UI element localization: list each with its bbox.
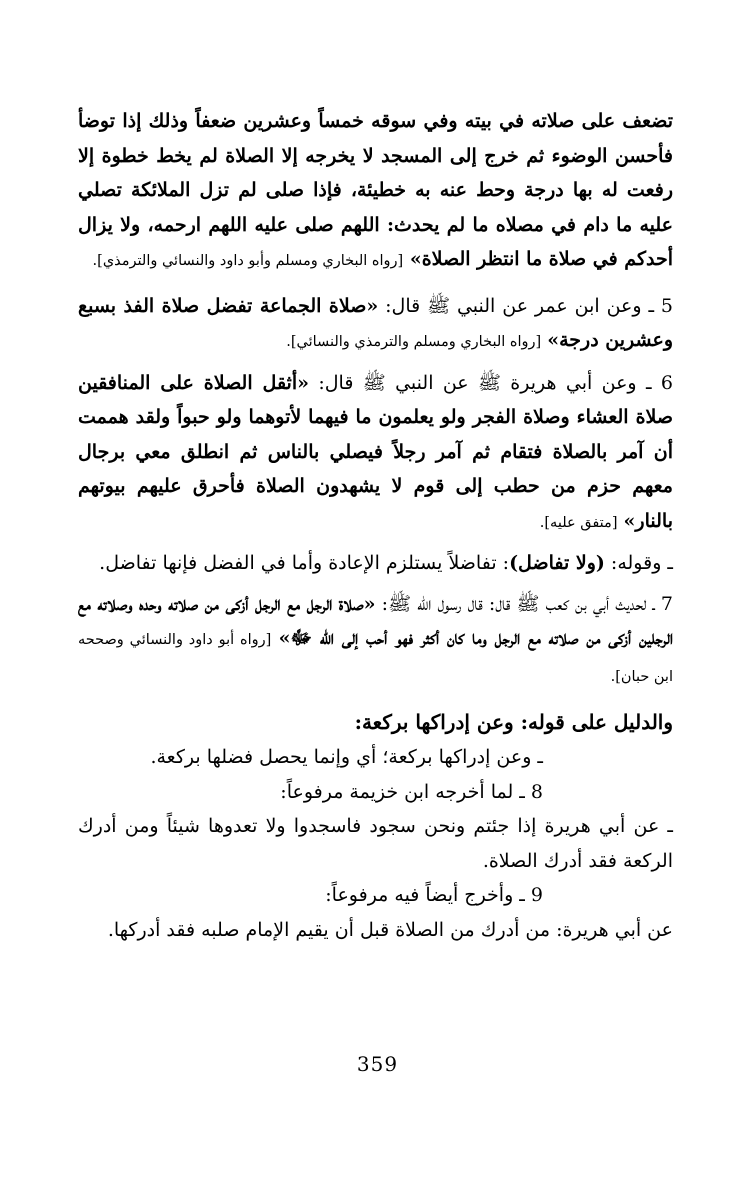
hadith-intro: 6 ـ وعن أبي هريرة ﷺ عن النبي ﷺ قال: <box>309 371 673 394</box>
citation: [رواه البخاري ومسلم والترمذي والنسائي]. <box>286 334 542 350</box>
citation: [متفق عليه]. <box>539 514 618 531</box>
paragraph-rakah: ـ وعن إدراكها بركعة؛ أي وإنما يحصل فضلها بركعة. <box>150 746 543 768</box>
paragraph-hadith-9-intro: 9 ـ وأخرج أيضاً فيه مرفوعاً: <box>325 884 543 906</box>
page-number: 359 <box>356 1052 399 1076</box>
hadith-text: «أثقل الصلاة على المنافقين صلاة العشاء وصلاة الفجر ولو يعلمون ما فيهما لأتوهما ولو حبواً ولقد هممت أن آمر بالصلاة فتقام ثم آمر رجلاً فيصلي بالناس ثم انطلق معي برجال معهم حزم من حطب إلى قوم لا يشهدون الصلاة فأحرق عليهم بيوتهم بالنار» <box>78 371 673 532</box>
section-heading: والدليل على قوله: وعن إدراكها بركعة: <box>354 710 673 734</box>
commentary-text: : تفاضلاً يستلزم الإعادة وأما في الفضل فإنها تفاضل. <box>99 552 510 574</box>
commentary-term: (ولا تفاضل) <box>509 552 605 574</box>
paragraph-hadith-continuation <box>78 104 673 279</box>
citation: [رواه أبو داود والنسائي وصححه ابن حبان]. <box>78 632 673 685</box>
hadith-text: تضعف على صلاته في بيته وفي سوقه خمساً وعشرين ضعفاً وذلك إذا توضأ فأحسن الوضوء ثم خرج إلى المسجد لا يخرجه إلا الصلاة لم يخط خطوة إلا رفعت له بها درجة وحط عنه به خطيئة، فإذا صلى لم تزل الملائكة تصلي عليه ما دام في مصلاه ما لم يحدث: اللهم صلى عليه اللهم ارحمه، ولا يزال أحدكم في صلاة ما انتظر الصلاة» <box>78 110 673 270</box>
commentary-intro: ـ وقوله: <box>604 552 673 574</box>
paragraph-hadith-9: عن أبي هريرة: من أدرك من الصلاة قبل أن يقيم الإمام صلبه فقد أدركها. <box>107 918 673 941</box>
paragraph-hadith-7 <box>78 587 673 695</box>
hadith-text: «صلاة الجماعة تفضل صلاة الفذ بسبع وعشرين درجة» <box>78 294 673 351</box>
paragraph-commentary <box>78 546 673 581</box>
paragraph-hadith-6 <box>78 366 673 541</box>
hadith-text: «صلاة الرجل مع الرجل أزكى من صلاته وحده وصلاته مع الرجلين أزكى من صلاته مع الرجل وما كان أكثر فهو أحب إلى الله ﷻ» <box>78 592 673 649</box>
paragraph-hadith-5 <box>78 289 673 360</box>
hadith-intro: 7 ـ لحديث أبي بن كعب ﷺ قال: قال رسول الله ﷺ: <box>375 592 673 615</box>
hadith-intro: 5 ـ وعن ابن عمر عن النبي ﷺ قال: <box>378 294 673 317</box>
citation: [رواه البخاري ومسلم وأبو داود والنسائي والترمذي]. <box>92 253 404 269</box>
paragraph-hadith-8-intro: 8 ـ لما أخرجه ابن خزيمة مرفوعاً: <box>280 780 543 803</box>
paragraph-hadith-8: ـ عن أبي هريرة إذا جئتم ونحن سجود فاسجدوا ولا تعدوها شيئاً ومن أدرك الركعة فقد أدرك الصلاة. <box>78 815 673 872</box>
